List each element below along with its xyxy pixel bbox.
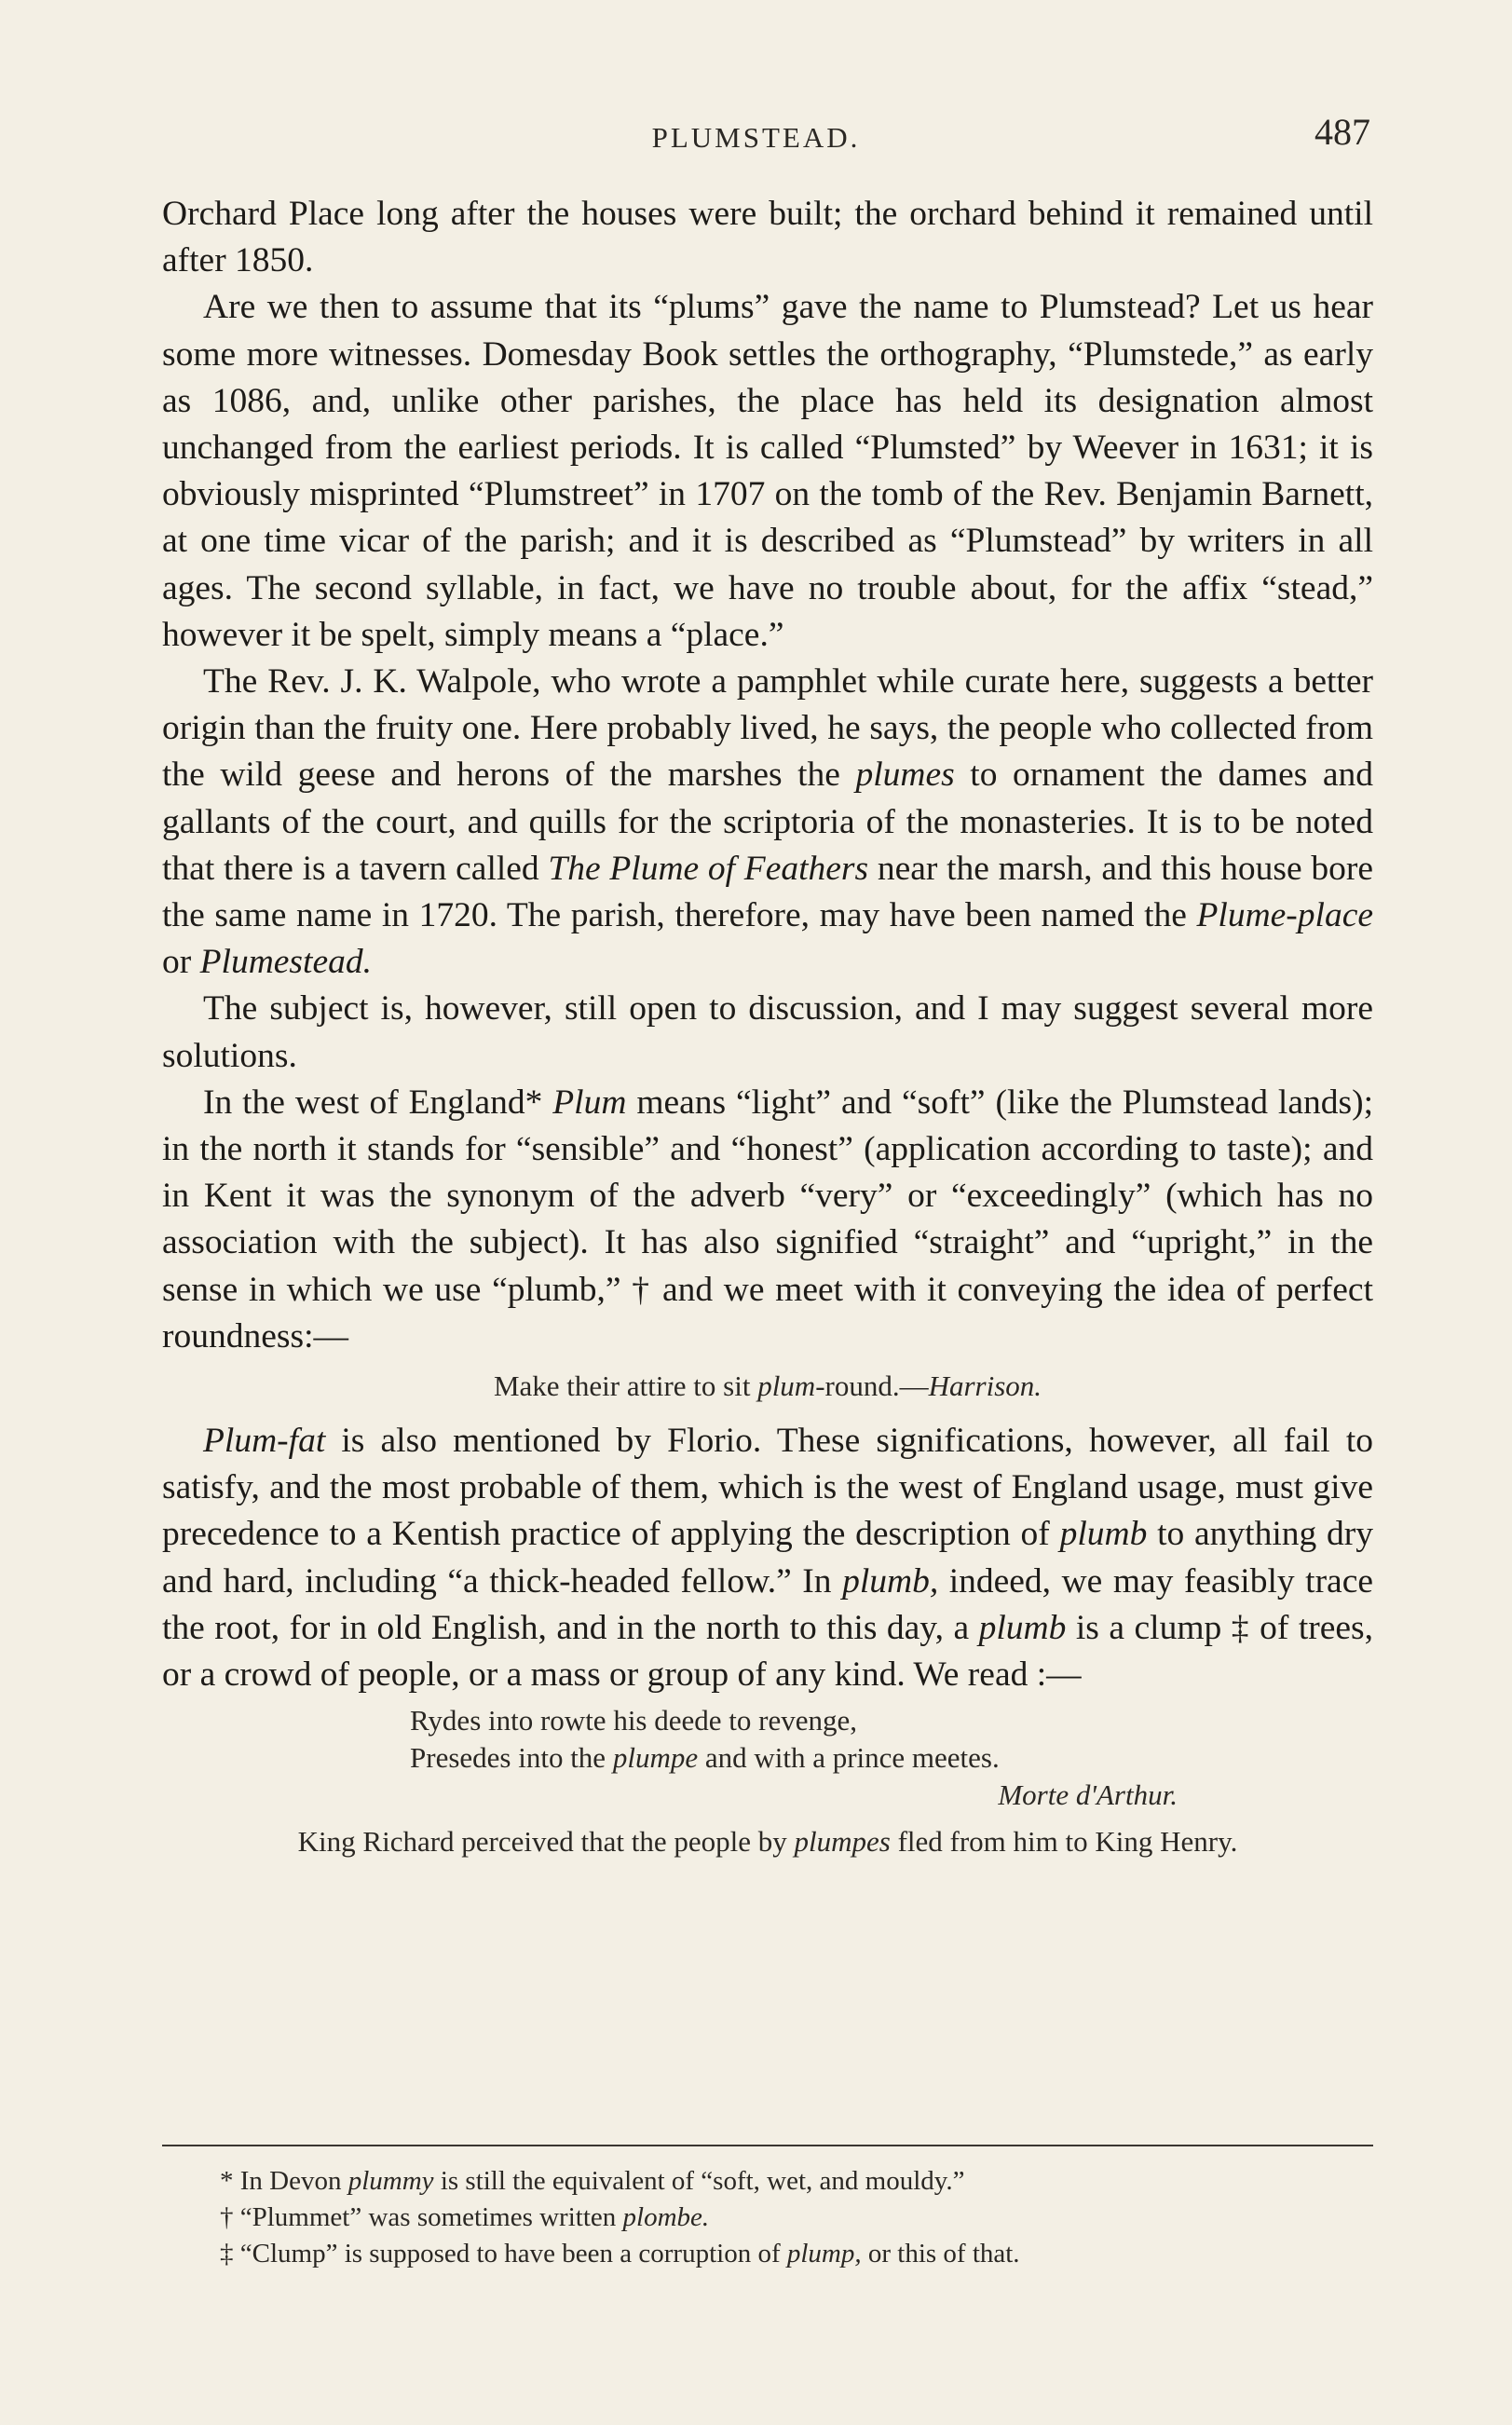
italic-run: Plumestead. <box>199 943 372 982</box>
italic-run: plumpe <box>612 1741 699 1775</box>
footnotes <box>220 2163 1375 2272</box>
page-number: 487 <box>1314 111 1370 153</box>
text-run: and with a prince meetes. <box>698 1741 1000 1775</box>
footnote <box>220 2200 1375 2236</box>
text-run: The Rev. J. K. Walpole, who wrote a pamphlet while curate here, suggests a better origin than the fruity one. Here probably lived, he says, the people who collected from the wild geese and herons of the marshes the <box>162 662 1373 795</box>
text-run: is a clump ‡ of trees, or a crowd of people, or a mass or group of any kind. We read :— <box>162 1608 1374 1695</box>
text-run: Presedes into the <box>410 1741 613 1775</box>
paragraph-3 <box>162 659 1373 986</box>
paragraph-4: The subject is, however, still open to discussion, and I may suggest several more solutions. <box>162 989 1373 1075</box>
italic-run: The Plume of Feathers <box>548 849 869 888</box>
paragraph-1: Orchard Place long after the houses were built; the orchard behind it remained until after 1850. <box>162 195 1373 280</box>
footnote-mark: ‡ <box>220 2239 234 2268</box>
footnote-divider <box>162 2145 1373 2146</box>
footnote <box>220 2163 1375 2200</box>
paragraph-5 <box>162 1080 1373 1360</box>
footnote-mark: * <box>220 2166 234 2196</box>
text-run: to anything dry and hard, including “a thick-headed fellow.” In <box>162 1515 1374 1601</box>
text-run: or this of that. <box>861 2239 1020 2268</box>
text-run: “Plummet” was sometimes written <box>233 2202 623 2232</box>
italic-run: Plum <box>552 1083 627 1122</box>
text-run: fled from him to King Henry. <box>890 1825 1238 1859</box>
quotation <box>162 1368 1373 1405</box>
italic-run: plum <box>757 1369 816 1403</box>
footnote-mark: † <box>220 2202 234 2232</box>
text-run: is also mentioned by Florio. These significations, however, all fail to satisfy, and the most probable of them, which is the west of England usage, must give precedence to a Kentish practice of applying the description of <box>162 1422 1373 1554</box>
verse-line-1: Rydes into rowte his deede to revenge, <box>410 1704 857 1737</box>
italic-run: plummy <box>347 2166 434 2196</box>
text-run: In the west of England* <box>203 1083 553 1122</box>
text-run: or <box>162 943 200 982</box>
text-run: to ornament the dames and gallants of the court, and quills for the scriptoria of the monasteries. It is to be noted that there is a tavern called <box>162 756 1373 888</box>
italic-run: Plum-fat <box>203 1422 326 1461</box>
text-run: means “light” and “soft” (like the Plumstead lands); in the north it stands for “sensible” and “honest” (application according to taste); and in Kent it was the synonym of the adverb “very” or “exceedingly” (which has no association with the subject). It has also signified “straight” and “upright,” in the sense in which we use “plumb,” † and we meet with it conveying the idea of perfect roundness:— <box>162 1083 1373 1356</box>
italic-run: plump, <box>786 2239 862 2268</box>
text-run: King Richard perceived that the people by <box>297 1825 795 1859</box>
body-text <box>162 191 1373 1862</box>
text-run: Make their attire to sit <box>493 1369 758 1403</box>
footnote <box>220 2236 1375 2272</box>
text-run: indeed, we may feasibly trace the root, for in old English, and in the north to this day, a <box>162 1561 1373 1647</box>
italic-run: plumpes <box>794 1825 891 1859</box>
italic-run: plumb <box>1059 1515 1148 1554</box>
closing-quotation <box>162 1821 1373 1862</box>
verse-attribution: Morte d'Arthur. <box>998 1778 1178 1812</box>
text-run: -round.— <box>815 1369 929 1403</box>
page-header <box>0 110 1512 166</box>
verse-quotation <box>410 1702 1373 1814</box>
italic-run: plumes <box>855 756 955 795</box>
verse-line-2 <box>410 1739 1373 1777</box>
italic-run: plombe. <box>622 2202 710 2232</box>
quote-attribution: Harrison. <box>928 1369 1042 1403</box>
paragraph-2: Are we then to assume that its “plums” gave the name to Plumstead? Let us hear some more witnesses. Domesday Book settles the orthography, “Plumstede,” as early as 1086, and, unlike other parishes, the place has held its designation almost unchanged from the earliest periods. It is called “Plumsted” by Weever in 1631; it is obviously misprinted “Plumstreet” in 1707 on the tomb of the Rev. Benjamin Barnett, at one time vicar of the parish; and it is described as “Plumstead” by writers in all ages. The second syllable, in fact, we have no trouble about, for the affix “stead,” however it be spelt, simply means a “place.” <box>162 288 1373 654</box>
text-run: is still the equivalent of “soft, wet, and mouldy.” <box>433 2166 965 2196</box>
paragraph-6 <box>162 1418 1373 1698</box>
running-title: PLUMSTEAD. <box>651 121 861 154</box>
text-run: “Clump” is supposed to have been a corruption of <box>233 2239 787 2268</box>
italic-run: plumb, <box>842 1561 939 1601</box>
italic-run: Plume-place <box>1196 896 1373 935</box>
text-run: near the marsh, and this house bore the same name in 1720. The parish, therefore, may have been named the <box>162 849 1373 935</box>
text-run: In Devon <box>233 2166 348 2196</box>
italic-run: plumb <box>978 1608 1067 1647</box>
